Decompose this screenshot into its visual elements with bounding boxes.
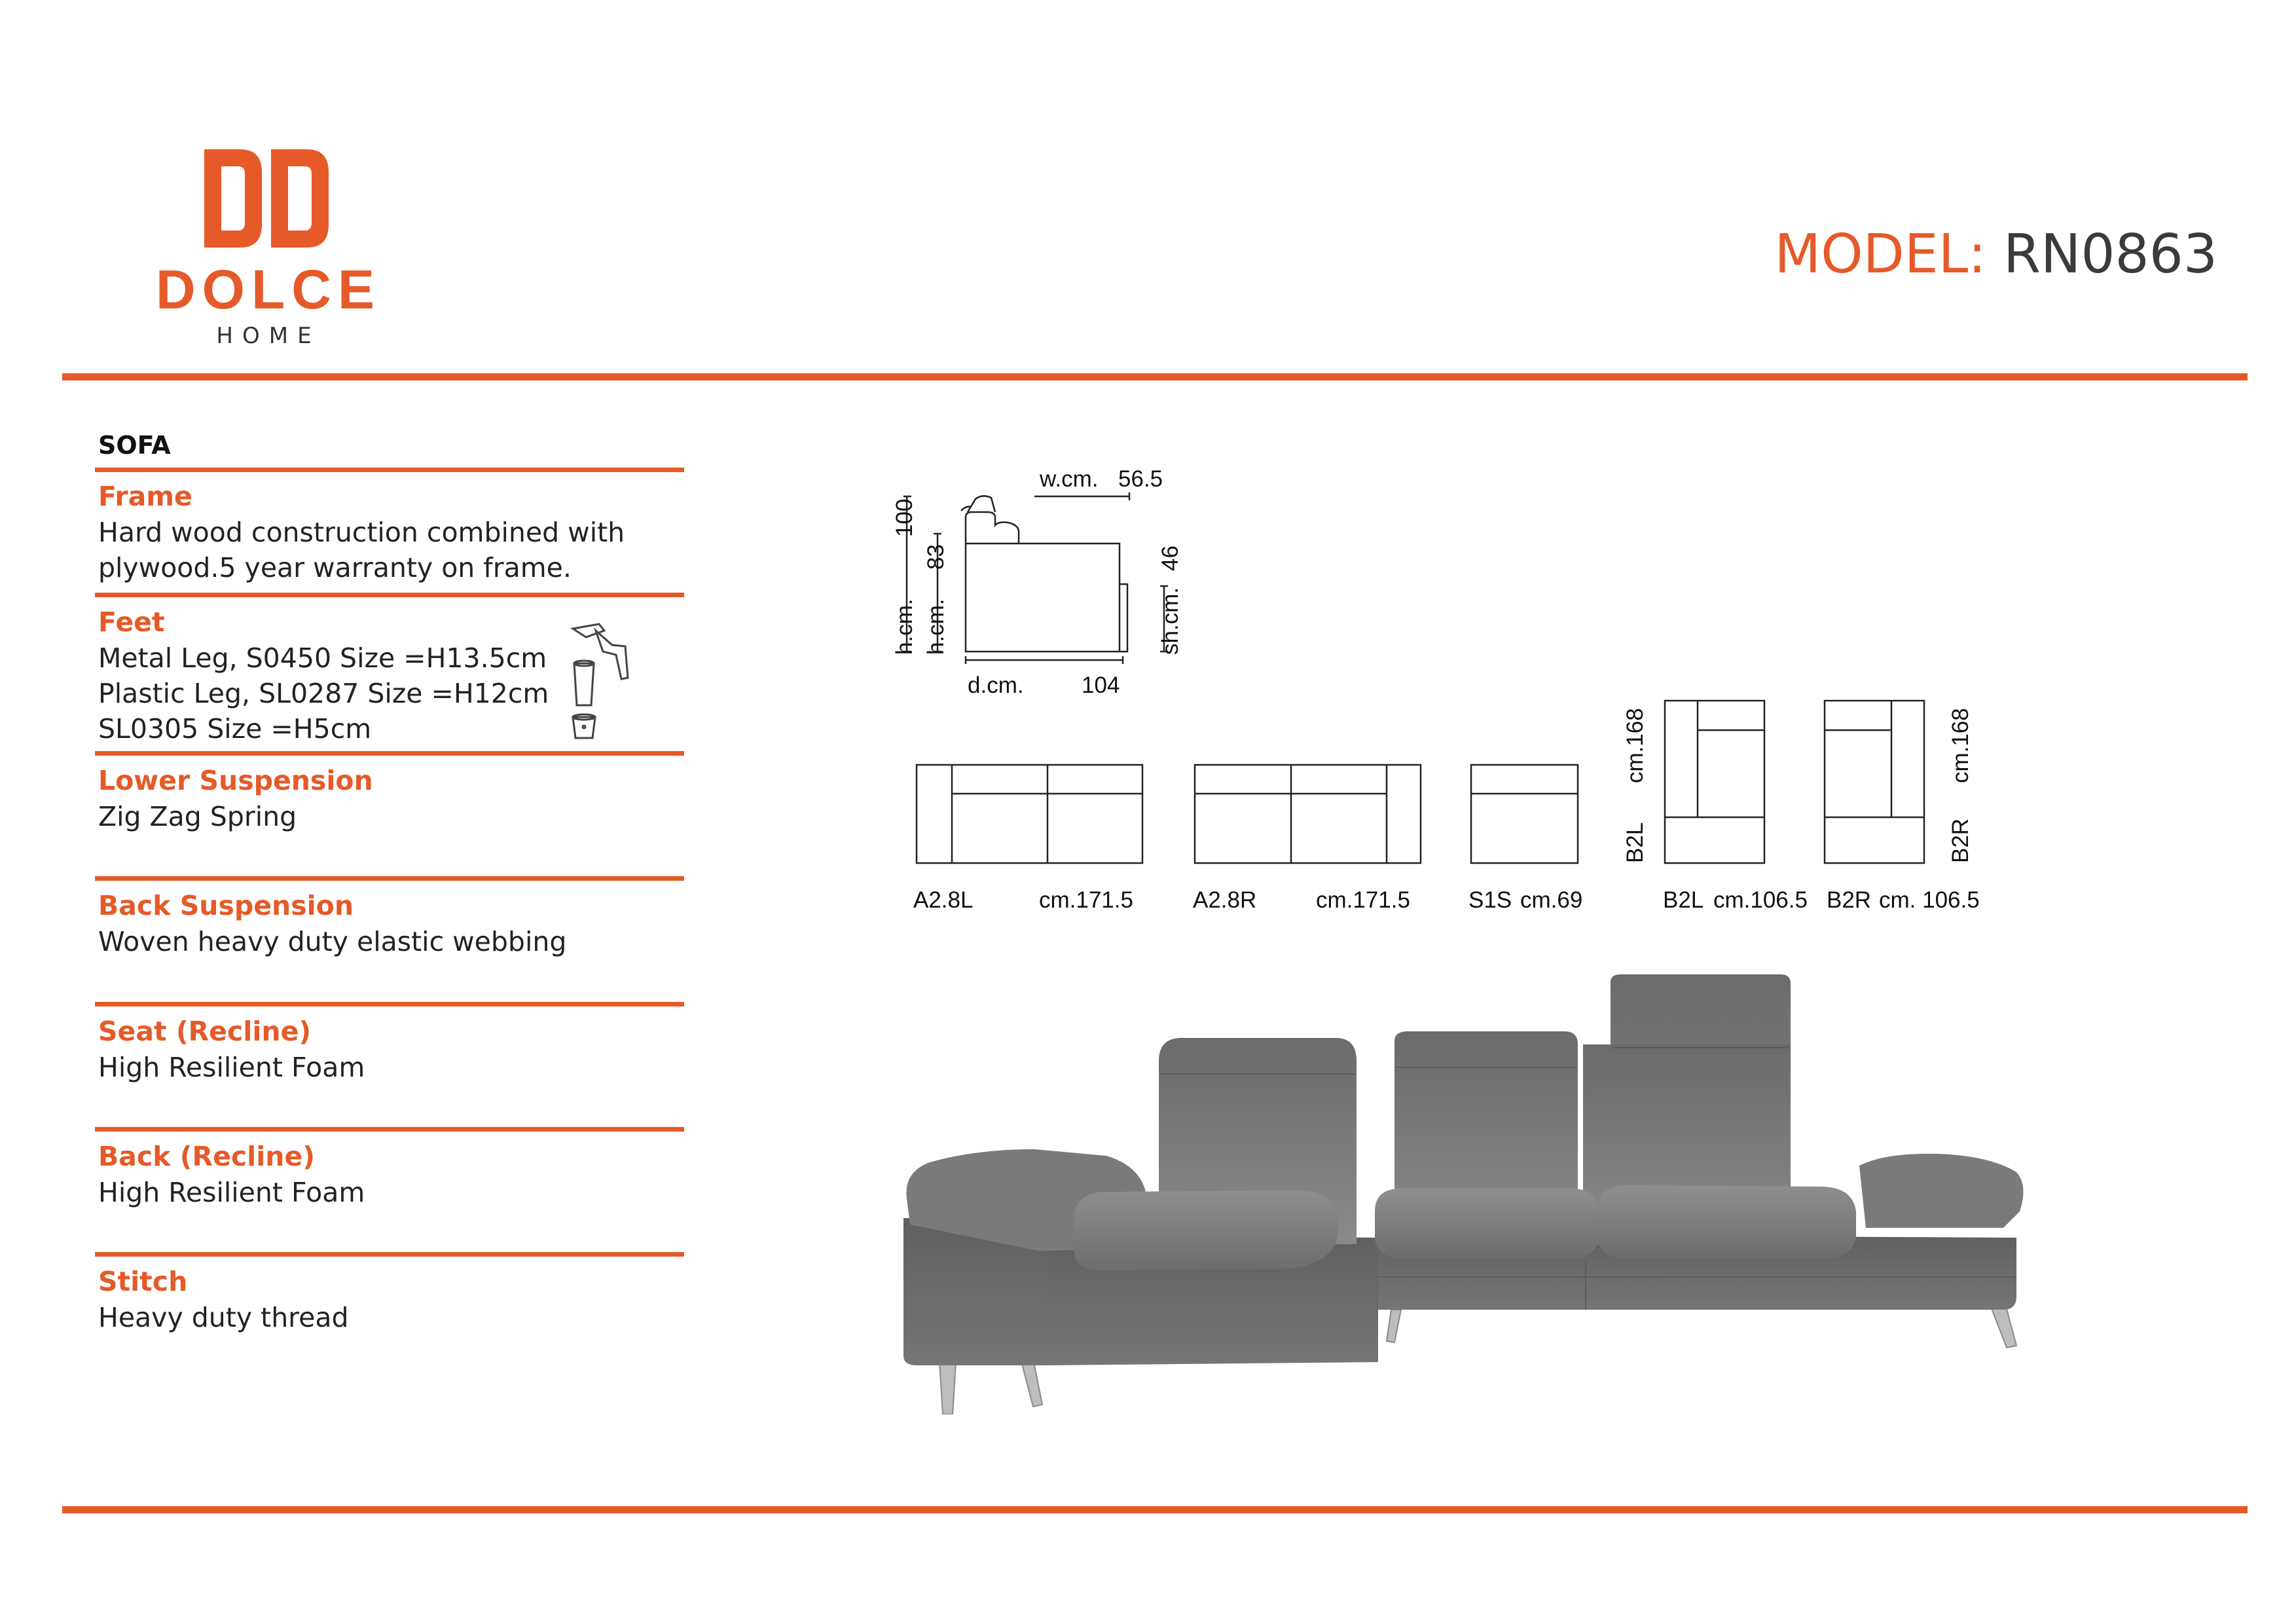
spec-divider — [95, 593, 684, 597]
spec-text-frame-2: plywood.5 year warranty on frame. — [98, 552, 572, 583]
spec-divider — [95, 751, 684, 756]
brand-name: DOLCE — [156, 259, 381, 320]
side-w-value: 56.5 — [1118, 466, 1163, 492]
spec-title-feet: Feet — [98, 606, 165, 638]
spec-text-frame-1: Hard wood construction combined with — [98, 517, 625, 548]
spec-divider — [95, 876, 684, 881]
module-depth-b2r: cm.168 — [1948, 708, 1973, 783]
module-vcode-b2l: B2L — [1622, 822, 1648, 863]
spec-text-feet-2: Plastic Leg, SL0287 Size =H12cm — [98, 678, 549, 709]
module-code-a28r: A2.8R — [1193, 887, 1257, 913]
header-divider — [62, 373, 2248, 380]
module-depth-b2l: cm.168 — [1622, 708, 1648, 783]
spec-title-back-recline: Back (Recline) — [98, 1141, 316, 1172]
side-sh-value: 46 — [1157, 545, 1183, 571]
spec-text-feet-1: Metal Leg, S0450 Size =H13.5cm — [98, 642, 547, 674]
spec-text-back-suspension: Woven heavy duty elastic webbing — [98, 926, 567, 957]
spec-text-stitch: Heavy duty thread — [98, 1302, 349, 1333]
module-size-b2l: cm.106.5 — [1713, 887, 1808, 913]
spec-title-lower-suspension: Lower Suspension — [98, 765, 373, 796]
side-h-back-value: 83 — [923, 544, 949, 570]
spec-heading: SOFA — [98, 431, 171, 460]
spec-divider — [95, 1002, 684, 1006]
footer-divider — [62, 1506, 2248, 1513]
dolce-home-logo-mark — [204, 149, 329, 248]
side-w-label: w.cm. — [1040, 466, 1099, 492]
side-sh-label: sh.cm. — [1157, 587, 1183, 655]
model-number — [1774, 223, 2217, 286]
module-code-b2l: B2L — [1663, 887, 1704, 913]
model-value: RN0863 — [2003, 223, 2217, 286]
module-size-a28r: cm.171.5 — [1316, 887, 1410, 913]
spec-text-seat-recline: High Resilient Foam — [98, 1052, 365, 1083]
spec-text-lower-suspension: Zig Zag Spring — [98, 801, 297, 832]
spec-title-stitch: Stitch — [98, 1266, 188, 1297]
legs-illustration — [560, 619, 645, 750]
module-code-s1s: S1S — [1468, 887, 1512, 913]
module-code-b2r: B2R — [1827, 887, 1872, 913]
spec-text-back-recline: High Resilient Foam — [98, 1177, 365, 1208]
module-size-b2r: cm. 106.5 — [1879, 887, 1980, 913]
module-vcode-b2r: B2R — [1948, 818, 1973, 863]
module-size-s1s: cm.69 — [1520, 887, 1583, 913]
model-label: MODEL: — [1774, 223, 1986, 286]
spec-divider — [95, 1127, 684, 1132]
spec-divider — [95, 1252, 684, 1257]
side-d-value: 104 — [1082, 673, 1120, 698]
side-d-label: d.cm. — [968, 673, 1024, 698]
side-h-back-label: h.cm. — [923, 599, 949, 655]
module-plans — [910, 697, 1944, 871]
spec-title-back-suspension: Back Suspension — [98, 890, 354, 921]
spec-title-frame: Frame — [98, 481, 192, 512]
module-size-a28l: cm.171.5 — [1039, 887, 1133, 913]
side-h-total-value: 100 — [892, 498, 917, 537]
sofa-photo — [890, 969, 2043, 1414]
spec-text-feet-3: SL0305 Size =H5cm — [98, 713, 372, 745]
side-h-total-label: h.cm. — [892, 599, 917, 655]
brand-subtitle: HOME — [216, 323, 321, 349]
spec-divider — [95, 468, 684, 472]
module-code-a28l: A2.8L — [913, 887, 974, 913]
spec-title-seat-recline: Seat (Recline) — [98, 1016, 312, 1047]
